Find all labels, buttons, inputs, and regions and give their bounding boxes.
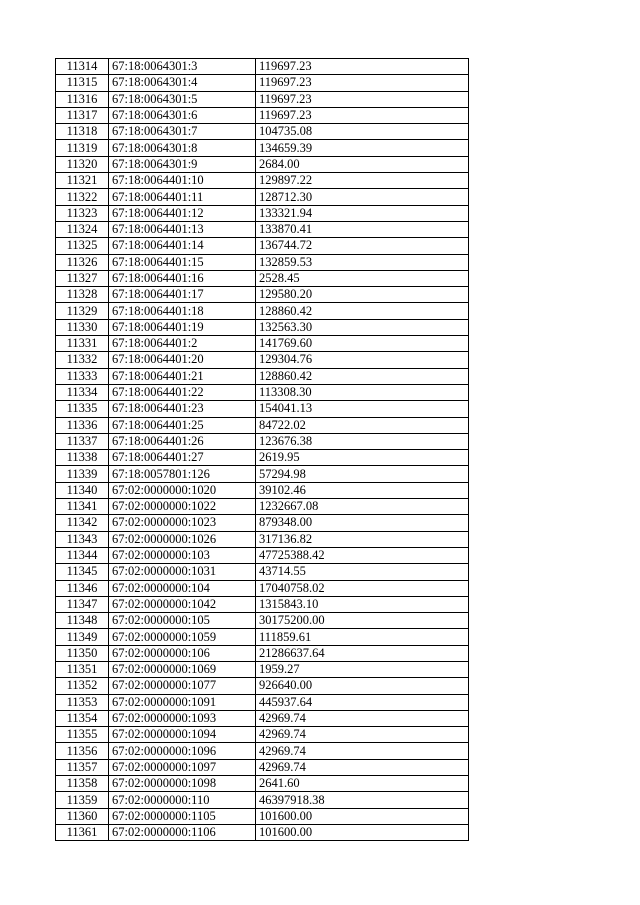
amount-cell: 132859.53: [256, 254, 469, 270]
table-row: [56, 727, 469, 743]
row-number-cell: 11317: [56, 107, 109, 123]
amount-cell: 128860.42: [256, 368, 469, 384]
cadastral-number-cell: 67:18:0064301:6: [109, 107, 256, 123]
cadastral-number-cell: 67:02:0000000:1093: [109, 710, 256, 726]
row-number-cell: 11342: [56, 515, 109, 531]
amount-cell: 42969.74: [256, 743, 469, 759]
amount-cell: 132563.30: [256, 319, 469, 335]
cadastral-number-cell: 67:02:0000000:1020: [109, 482, 256, 498]
cadastral-number-cell: 67:18:0064401:17: [109, 287, 256, 303]
row-number-cell: 11326: [56, 254, 109, 270]
cadastral-number-cell: 67:02:0000000:1106: [109, 824, 256, 840]
table-row: [56, 645, 469, 661]
row-number-cell: 11316: [56, 91, 109, 107]
row-number-cell: 11345: [56, 564, 109, 580]
amount-cell: 133870.41: [256, 221, 469, 237]
amount-cell: 123676.38: [256, 433, 469, 449]
amount-cell: 133321.94: [256, 205, 469, 221]
cadastral-number-cell: 67:18:0064301:9: [109, 156, 256, 172]
amount-cell: 113308.30: [256, 384, 469, 400]
cadastral-number-cell: 67:02:0000000:105: [109, 613, 256, 629]
table-row: [56, 580, 469, 596]
cadastral-number-cell: 67:02:0000000:104: [109, 580, 256, 596]
table-row: [56, 156, 469, 172]
cadastral-number-cell: 67:18:0064401:14: [109, 238, 256, 254]
amount-cell: 2684.00: [256, 156, 469, 172]
amount-cell: 42969.74: [256, 727, 469, 743]
cadastral-number-cell: 67:02:0000000:1069: [109, 661, 256, 677]
amount-cell: 1315843.10: [256, 596, 469, 612]
amount-cell: 101600.00: [256, 808, 469, 824]
amount-cell: 129304.76: [256, 352, 469, 368]
row-number-cell: 11324: [56, 221, 109, 237]
amount-cell: 154041.13: [256, 401, 469, 417]
table-row: [56, 808, 469, 824]
table-row: [56, 547, 469, 563]
table-row: [56, 824, 469, 840]
table-row: [56, 629, 469, 645]
row-number-cell: 11349: [56, 629, 109, 645]
amount-cell: 879348.00: [256, 515, 469, 531]
row-number-cell: 11333: [56, 368, 109, 384]
cadastral-number-cell: 67:18:0064401:10: [109, 173, 256, 189]
row-number-cell: 11344: [56, 547, 109, 563]
table-row: [56, 75, 469, 91]
cadastral-number-cell: 67:18:0064401:25: [109, 417, 256, 433]
row-number-cell: 11320: [56, 156, 109, 172]
amount-cell: 17040758.02: [256, 580, 469, 596]
amount-cell: 136744.72: [256, 238, 469, 254]
cadastral-number-cell: 67:18:0057801:126: [109, 466, 256, 482]
table-row: [56, 499, 469, 515]
amount-cell: 101600.00: [256, 824, 469, 840]
row-number-cell: 11354: [56, 710, 109, 726]
row-number-cell: 11341: [56, 499, 109, 515]
cadastral-number-cell: 67:02:0000000:1022: [109, 499, 256, 515]
table-row: [56, 678, 469, 694]
row-number-cell: 11351: [56, 661, 109, 677]
cadastral-number-cell: 67:18:0064401:12: [109, 205, 256, 221]
table-row: [56, 515, 469, 531]
cadastral-number-cell: 67:02:0000000:1042: [109, 596, 256, 612]
amount-cell: 1232667.08: [256, 499, 469, 515]
cadastral-number-cell: 67:02:0000000:1023: [109, 515, 256, 531]
data-table: [55, 58, 469, 841]
amount-cell: 128860.42: [256, 303, 469, 319]
table-row: [56, 759, 469, 775]
row-number-cell: 11321: [56, 173, 109, 189]
row-number-cell: 11336: [56, 417, 109, 433]
table-row: [56, 140, 469, 156]
amount-cell: 129580.20: [256, 287, 469, 303]
cadastral-number-cell: 67:02:0000000:106: [109, 645, 256, 661]
row-number-cell: 11319: [56, 140, 109, 156]
cadastral-number-cell: 67:18:0064401:22: [109, 384, 256, 400]
row-number-cell: 11331: [56, 336, 109, 352]
row-number-cell: 11332: [56, 352, 109, 368]
table-row: [56, 450, 469, 466]
amount-cell: 129897.22: [256, 173, 469, 189]
amount-cell: 445937.64: [256, 694, 469, 710]
amount-cell: 2619.95: [256, 450, 469, 466]
cadastral-number-cell: 67:02:0000000:103: [109, 547, 256, 563]
cadastral-number-cell: 67:02:0000000:1094: [109, 727, 256, 743]
table-row: [56, 743, 469, 759]
row-number-cell: 11343: [56, 531, 109, 547]
row-number-cell: 11318: [56, 124, 109, 140]
amount-cell: 46397918.38: [256, 792, 469, 808]
cadastral-number-cell: 67:18:0064401:19: [109, 319, 256, 335]
cadastral-number-cell: 67:18:0064301:4: [109, 75, 256, 91]
cadastral-number-cell: 67:18:0064401:27: [109, 450, 256, 466]
cadastral-number-cell: 67:02:0000000:1098: [109, 776, 256, 792]
table-row: [56, 107, 469, 123]
table-row: [56, 91, 469, 107]
cadastral-number-cell: 67:18:0064301:5: [109, 91, 256, 107]
table-row: [56, 596, 469, 612]
table-row: [56, 221, 469, 237]
amount-cell: 21286637.64: [256, 645, 469, 661]
cadastral-number-cell: 67:18:0064401:16: [109, 270, 256, 286]
amount-cell: 30175200.00: [256, 613, 469, 629]
cadastral-number-cell: 67:18:0064301:8: [109, 140, 256, 156]
row-number-cell: 11328: [56, 287, 109, 303]
table-row: [56, 352, 469, 368]
table-row: [56, 287, 469, 303]
cadastral-number-cell: 67:02:0000000:1031: [109, 564, 256, 580]
cadastral-number-cell: 67:02:0000000:1096: [109, 743, 256, 759]
table-row: [56, 482, 469, 498]
row-number-cell: 11358: [56, 776, 109, 792]
row-number-cell: 11327: [56, 270, 109, 286]
cadastral-number-cell: 67:18:0064401:13: [109, 221, 256, 237]
amount-cell: 47725388.42: [256, 547, 469, 563]
cadastral-number-cell: 67:02:0000000:1105: [109, 808, 256, 824]
row-number-cell: 11330: [56, 319, 109, 335]
cadastral-number-cell: 67:18:0064401:23: [109, 401, 256, 417]
table-row: [56, 694, 469, 710]
cadastral-number-cell: 67:18:0064401:21: [109, 368, 256, 384]
table-row: [56, 564, 469, 580]
row-number-cell: 11322: [56, 189, 109, 205]
amount-cell: 39102.46: [256, 482, 469, 498]
table-row: [56, 433, 469, 449]
cadastral-number-cell: 67:18:0064301:7: [109, 124, 256, 140]
cadastral-number-cell: 67:18:0064401:2: [109, 336, 256, 352]
row-number-cell: 11337: [56, 433, 109, 449]
table-row: [56, 792, 469, 808]
table-row: [56, 776, 469, 792]
table-row: [56, 417, 469, 433]
amount-cell: 42969.74: [256, 759, 469, 775]
row-number-cell: 11359: [56, 792, 109, 808]
table-row: [56, 270, 469, 286]
amount-cell: 119697.23: [256, 107, 469, 123]
row-number-cell: 11353: [56, 694, 109, 710]
cadastral-number-cell: 67:18:0064401:18: [109, 303, 256, 319]
amount-cell: 104735.08: [256, 124, 469, 140]
table-row: [56, 59, 469, 75]
cadastral-number-cell: 67:18:0064401:26: [109, 433, 256, 449]
amount-cell: 119697.23: [256, 59, 469, 75]
row-number-cell: 11361: [56, 824, 109, 840]
row-number-cell: 11314: [56, 59, 109, 75]
table-row: [56, 205, 469, 221]
row-number-cell: 11335: [56, 401, 109, 417]
cadastral-number-cell: 67:02:0000000:1077: [109, 678, 256, 694]
cadastral-number-cell: 67:02:0000000:1091: [109, 694, 256, 710]
amount-cell: 926640.00: [256, 678, 469, 694]
row-number-cell: 11323: [56, 205, 109, 221]
row-number-cell: 11315: [56, 75, 109, 91]
row-number-cell: 11346: [56, 580, 109, 596]
amount-cell: 134659.39: [256, 140, 469, 156]
table-row: [56, 238, 469, 254]
row-number-cell: 11350: [56, 645, 109, 661]
amount-cell: 57294.98: [256, 466, 469, 482]
row-number-cell: 11348: [56, 613, 109, 629]
table-row: [56, 466, 469, 482]
amount-cell: 42969.74: [256, 710, 469, 726]
row-number-cell: 11360: [56, 808, 109, 824]
table-row: [56, 124, 469, 140]
row-number-cell: 11340: [56, 482, 109, 498]
cadastral-number-cell: 67:02:0000000:1097: [109, 759, 256, 775]
table-row: [56, 661, 469, 677]
amount-cell: 141769.60: [256, 336, 469, 352]
amount-cell: 43714.55: [256, 564, 469, 580]
table-row: [56, 303, 469, 319]
table-row: [56, 613, 469, 629]
row-number-cell: 11357: [56, 759, 109, 775]
row-number-cell: 11339: [56, 466, 109, 482]
table-row: [56, 368, 469, 384]
table-row: [56, 336, 469, 352]
amount-cell: 317136.82: [256, 531, 469, 547]
table-row: [56, 401, 469, 417]
table-body: [56, 59, 469, 841]
table-row: [56, 189, 469, 205]
amount-cell: 84722.02: [256, 417, 469, 433]
amount-cell: 2641.60: [256, 776, 469, 792]
table-row: [56, 254, 469, 270]
cadastral-number-cell: 67:18:0064401:20: [109, 352, 256, 368]
amount-cell: 119697.23: [256, 75, 469, 91]
amount-cell: 119697.23: [256, 91, 469, 107]
table-row: [56, 710, 469, 726]
table-row: [56, 173, 469, 189]
row-number-cell: 11355: [56, 727, 109, 743]
cadastral-number-cell: 67:02:0000000:110: [109, 792, 256, 808]
cadastral-number-cell: 67:18:0064401:11: [109, 189, 256, 205]
amount-cell: 128712.30: [256, 189, 469, 205]
amount-cell: 2528.45: [256, 270, 469, 286]
cadastral-number-cell: 67:18:0064401:15: [109, 254, 256, 270]
cadastral-number-cell: 67:02:0000000:1026: [109, 531, 256, 547]
row-number-cell: 11334: [56, 384, 109, 400]
cadastral-number-cell: 67:02:0000000:1059: [109, 629, 256, 645]
row-number-cell: 11338: [56, 450, 109, 466]
row-number-cell: 11325: [56, 238, 109, 254]
table-row: [56, 319, 469, 335]
amount-cell: 1959.27: [256, 661, 469, 677]
amount-cell: 111859.61: [256, 629, 469, 645]
row-number-cell: 11356: [56, 743, 109, 759]
cadastral-number-cell: 67:18:0064301:3: [109, 59, 256, 75]
table-row: [56, 384, 469, 400]
row-number-cell: 11329: [56, 303, 109, 319]
table-row: [56, 531, 469, 547]
row-number-cell: 11347: [56, 596, 109, 612]
row-number-cell: 11352: [56, 678, 109, 694]
